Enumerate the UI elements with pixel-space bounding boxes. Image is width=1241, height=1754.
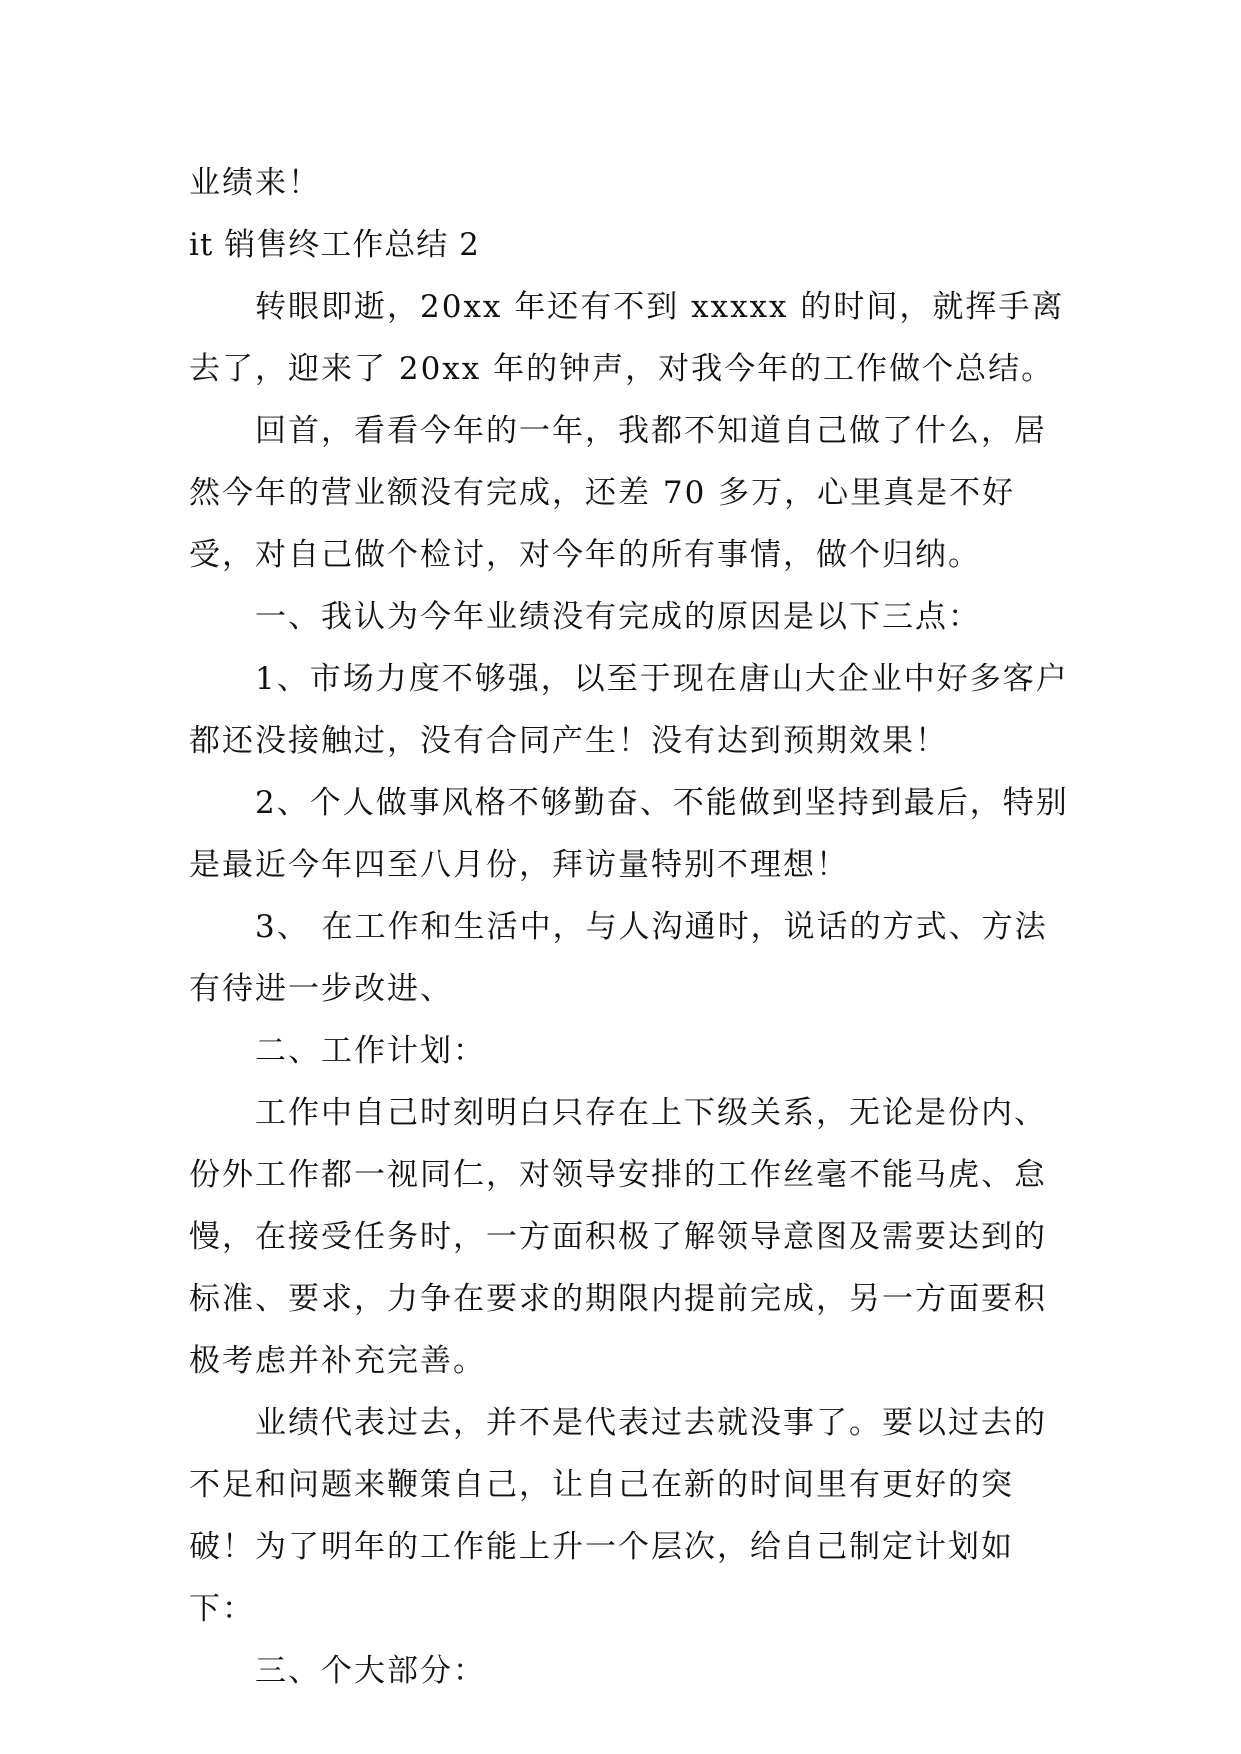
paragraph-work-attitude: 工作中自己时刻明白只存在上下级关系，无论是份内、份外工作都一视同仁，对领导安排的工作丝毫不能马虎、怠慢，在接受任务时，一方面积极了解领导意图及需要达到的标准、要求，力争在要求的期限内提前完成，另一方面要积极考虑并补充完善。 (189, 1095, 1047, 1379)
list-item-reason-2: 2、个人做事风格不够勤奋、不能做到坚持到最后，特别是最近今年四至八月份，拜访量特别不理想！ (189, 785, 1069, 883)
document-body (189, 152, 1069, 1702)
paragraph-performance: 业绩代表过去，并不是代表过去就没事了。要以过去的不足和问题来鞭策自己，让自己在新的时间里有更好的突破！为了明年的工作能上升一个层次，给自己制定计划如下： (189, 1405, 1047, 1627)
list-item-reason-1: 1、市场力度不够强，以至于现在唐山大企业中好多客户都还没接触过，没有合同产生！没有达到预期效果！ (189, 661, 1069, 759)
heading-reasons: 一、我认为今年业绩没有完成的原因是以下三点： (255, 599, 981, 635)
paragraph-review: 回首，看看今年的一年，我都不知道自己做了什么，居然今年的营业额没有完成，还差 70 多万，心里真是不好受，对自己做个检讨，对今年的所有事情，做个归纳。 (189, 413, 1047, 573)
heading-parts: 三、个大部分： (255, 1653, 486, 1689)
list-item-reason-3: 3、 在工作和生活中，与人沟通时，说话的方式、方法有待进一步改进、 (189, 909, 1048, 1007)
paragraph-intro: 转眼即逝，20xx 年还有不到 xxxxx 的时间，就挥手离去了，迎来了 20xx 年的钟声，对我今年的工作做个总结。 (189, 289, 1065, 387)
section-title: it 销售终工作总结 2 (189, 227, 480, 263)
paragraph-continuation: 业绩来！ (189, 165, 321, 201)
heading-work-plan: 二、工作计划： (255, 1033, 486, 1069)
